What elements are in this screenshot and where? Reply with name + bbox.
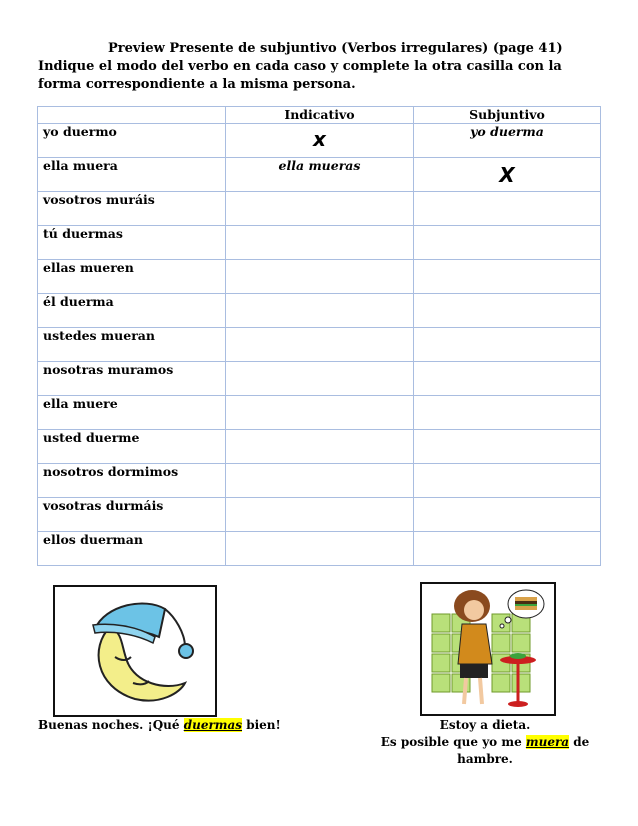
subjuntivo-cell[interactable] <box>414 532 601 566</box>
right-caption <box>360 717 610 768</box>
verb-cell-text: tú duermas <box>43 226 123 241</box>
indicativo-cell[interactable] <box>226 498 414 532</box>
table-row <box>38 532 601 566</box>
subjuntivo-cell[interactable] <box>414 124 601 158</box>
table-row <box>38 226 601 260</box>
subjuntivo-cell[interactable] <box>414 396 601 430</box>
verb-cell-text: usted duerme <box>43 430 140 445</box>
indicativo-cell[interactable] <box>226 396 414 430</box>
table-row <box>38 260 601 294</box>
indicativo-cell[interactable] <box>226 124 414 158</box>
worksheet-title: Preview Presente de subjuntivo (Verbos irregulares) (page 41) <box>108 41 563 56</box>
table-row <box>38 498 601 532</box>
verb-cell <box>38 396 226 430</box>
verb-cell <box>38 498 226 532</box>
verb-cell <box>38 430 226 464</box>
indicativo-cell[interactable] <box>226 464 414 498</box>
right-caption-highlight: muera <box>525 735 570 749</box>
dieting-woman-icon <box>422 584 554 714</box>
table-row <box>38 328 601 362</box>
left-caption-text: Buenas noches. ¡Qué <box>38 718 184 732</box>
subjuntivo-cell[interactable] <box>414 192 601 226</box>
verb-cell <box>38 532 226 566</box>
header-verb <box>38 107 226 124</box>
dieting-woman-picture <box>420 582 556 716</box>
subjuntivo-cell[interactable] <box>414 430 601 464</box>
subjuntivo-cell-text: yo duerma <box>470 124 544 139</box>
header-subjuntivo: Subjuntivo <box>414 107 601 124</box>
verb-cell <box>38 464 226 498</box>
verb-cell-text: él duerma <box>43 294 114 309</box>
subjuntivo-cell[interactable] <box>414 464 601 498</box>
table-row <box>38 158 601 192</box>
verb-cell <box>38 260 226 294</box>
subjuntivo-cell[interactable] <box>414 226 601 260</box>
subjuntivo-cell[interactable] <box>414 498 601 532</box>
sleeping-moon-icon <box>55 587 215 715</box>
table-header-row <box>38 107 601 124</box>
worksheet-instructions: Indique el modo del verbo en cada caso y complete la otra casilla con la forma correspondiente a la misma persona. <box>38 59 562 92</box>
subjuntivo-cell[interactable] <box>414 328 601 362</box>
verb-cell <box>38 124 226 158</box>
right-caption-line1: Estoy a dieta. <box>439 718 531 732</box>
verb-cell-text: ellas mueren <box>43 260 134 275</box>
indicativo-cell[interactable] <box>226 532 414 566</box>
verb-cell <box>38 158 226 192</box>
table-row <box>38 294 601 328</box>
right-caption-text: Es posible que yo me <box>380 735 526 749</box>
left-caption-highlight: duermas <box>183 718 243 732</box>
table-row <box>38 464 601 498</box>
verb-cell-text: yo duermo <box>43 124 117 139</box>
indicativo-cell[interactable] <box>226 430 414 464</box>
indicativo-cell[interactable] <box>226 192 414 226</box>
subjuntivo-cell-text: X <box>499 163 515 187</box>
table-row <box>38 396 601 430</box>
table-row <box>38 124 601 158</box>
table-row <box>38 430 601 464</box>
verb-cell <box>38 294 226 328</box>
verb-cell <box>38 362 226 396</box>
indicativo-cell-text: x <box>313 127 326 151</box>
verb-cell <box>38 226 226 260</box>
indicativo-cell-text: ella mueras <box>278 158 361 173</box>
sleeping-moon-picture <box>53 585 217 717</box>
table-row <box>38 362 601 396</box>
subjuntivo-cell[interactable] <box>414 294 601 328</box>
indicativo-cell[interactable] <box>226 328 414 362</box>
subjuntivo-cell[interactable] <box>414 362 601 396</box>
left-caption-end: bien! <box>242 718 281 732</box>
indicativo-cell[interactable] <box>226 260 414 294</box>
verb-cell-text: ella muere <box>43 396 118 411</box>
indicativo-cell[interactable] <box>226 226 414 260</box>
table-row <box>38 192 601 226</box>
subjuntivo-cell[interactable] <box>414 260 601 294</box>
verb-cell-text: nosotros dormimos <box>43 464 179 479</box>
verb-cell-text: vosotras durmáis <box>43 498 164 513</box>
verb-cell <box>38 328 226 362</box>
left-caption <box>38 717 281 734</box>
header-indicativo: Indicativo <box>226 107 414 124</box>
verb-cell-text: ella muera <box>43 158 118 173</box>
verb-cell-text: vosotros muráis <box>43 192 155 207</box>
verb-cell <box>38 192 226 226</box>
worksheet-header <box>38 40 598 94</box>
verb-cell-text: ustedes mueran <box>43 328 155 343</box>
verb-cell-text: nosotras muramos <box>43 362 174 377</box>
verb-cell-text: ellos duerman <box>43 532 143 547</box>
indicativo-cell[interactable] <box>226 294 414 328</box>
indicativo-cell[interactable] <box>226 362 414 396</box>
verb-table <box>37 106 601 566</box>
subjuntivo-cell[interactable] <box>414 158 601 192</box>
indicativo-cell[interactable] <box>226 158 414 192</box>
right-caption-end: de hambre. <box>457 735 590 766</box>
